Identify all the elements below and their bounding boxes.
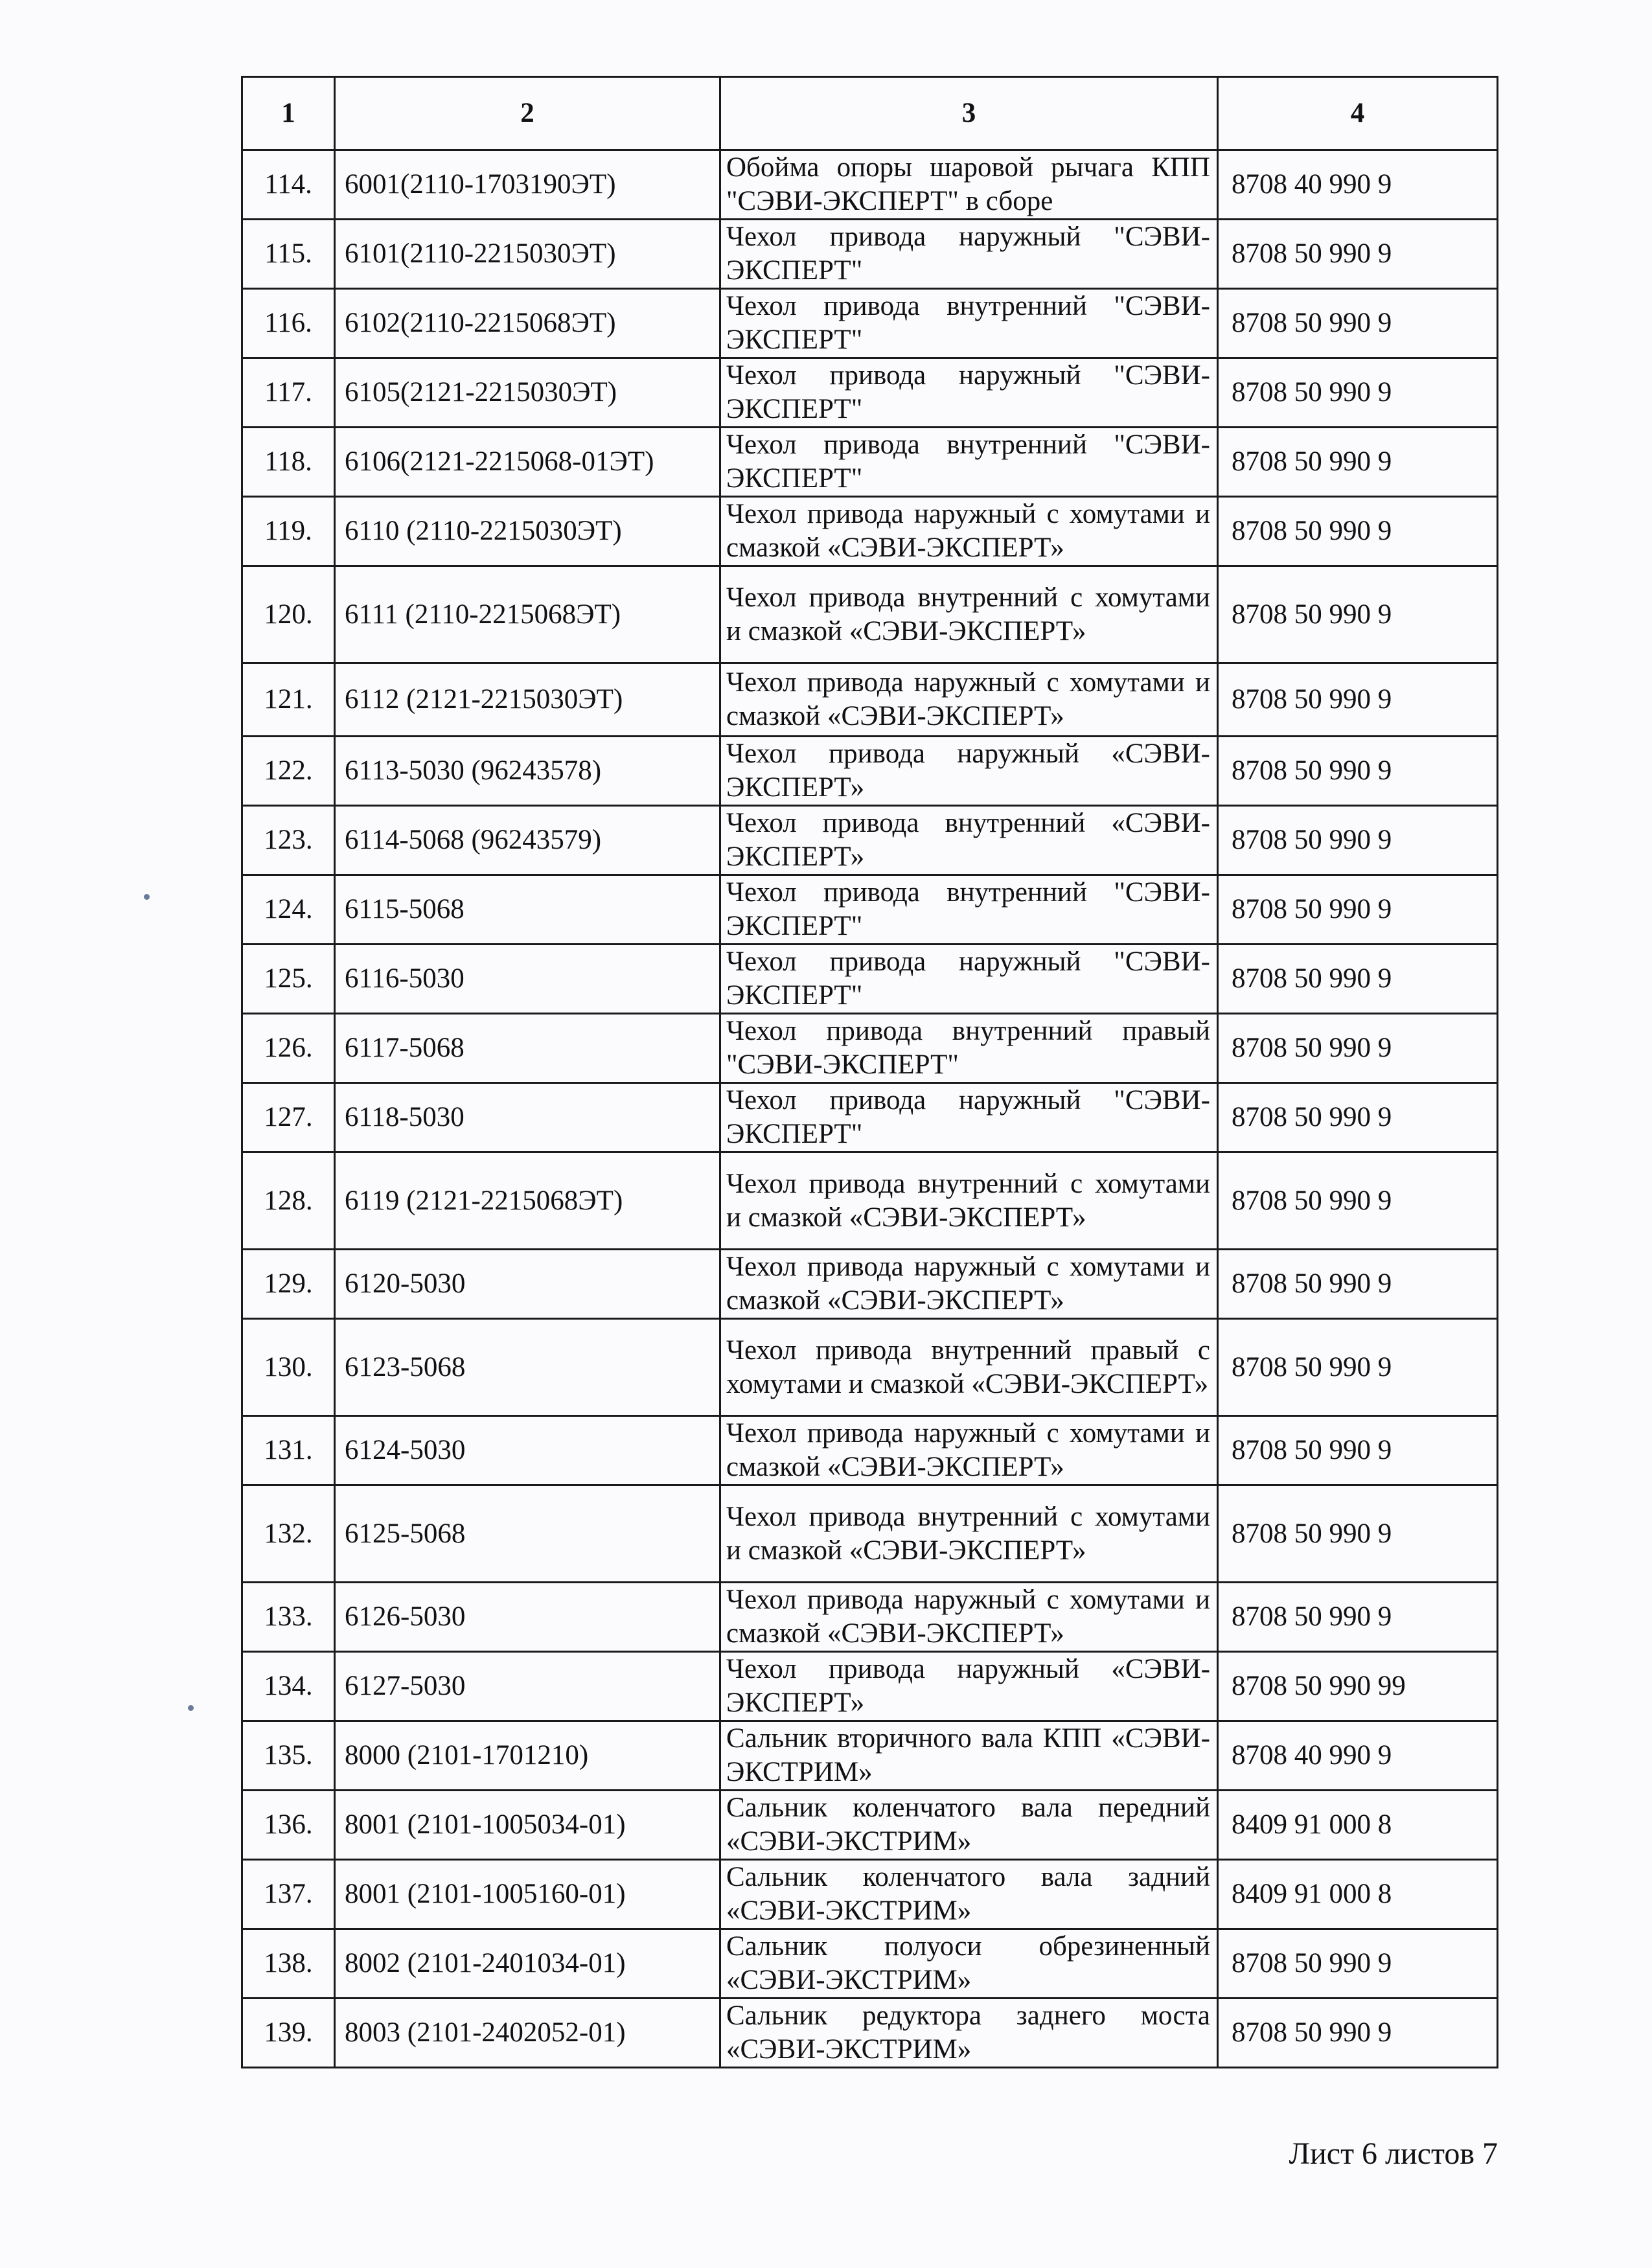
table-row <box>242 358 1498 428</box>
row-description: Чехол привода внутренний с хомутами и смазкой «СЭВИ-ЭКСПЕРТ» <box>720 1152 1218 1250</box>
row-code: 6127-5030 <box>335 1652 720 1721</box>
row-code: 6117-5068 <box>335 1014 720 1083</box>
row-number: 139. <box>242 1999 335 2068</box>
row-description: Чехол привода внутренний с хомутами и смазкой «СЭВИ-ЭКСПЕРТ» <box>720 1485 1218 1583</box>
row-description: Сальник полуоси обрезиненный «СЭВИ-ЭКСТРИМ» <box>720 1929 1218 1999</box>
row-code: 6120-5030 <box>335 1250 720 1319</box>
scan-speck <box>188 1705 194 1711</box>
table-row <box>242 1152 1498 1250</box>
row-hs-code: 8708 50 990 9 <box>1218 875 1498 945</box>
row-hs-code: 8708 40 990 9 <box>1218 1721 1498 1791</box>
row-description: Обойма опоры шаровой рычага КПП "СЭВИ-ЭКСПЕРТ" в сборе <box>720 150 1218 220</box>
row-hs-code: 8708 50 990 9 <box>1218 1583 1498 1652</box>
row-hs-code: 8708 40 990 9 <box>1218 150 1498 220</box>
row-hs-code: 8708 50 990 9 <box>1218 358 1498 428</box>
row-hs-code: 8708 50 990 9 <box>1218 497 1498 566</box>
table-row <box>242 1485 1498 1583</box>
row-hs-code: 8708 50 990 9 <box>1218 737 1498 806</box>
table-row <box>242 663 1498 737</box>
row-code: 6111 (2110-2215068ЭТ) <box>335 566 720 663</box>
row-description: Сальник коленчатого вала передний «СЭВИ-ЭКСТРИМ» <box>720 1791 1218 1860</box>
row-number: 126. <box>242 1014 335 1083</box>
row-description: Чехол привода наружный с хомутами и смазкой «СЭВИ-ЭКСПЕРТ» <box>720 497 1218 566</box>
page-number: Лист 6 листов 7 <box>1289 2136 1498 2171</box>
row-code: 6106(2121-2215068-01ЭТ) <box>335 428 720 497</box>
row-number: 125. <box>242 945 335 1014</box>
table-row <box>242 220 1498 289</box>
table-row <box>242 1999 1498 2068</box>
row-number: 115. <box>242 220 335 289</box>
row-hs-code: 8708 50 990 9 <box>1218 1152 1498 1250</box>
row-description: Чехол привода наружный "СЭВИ-ЭКСПЕРТ" <box>720 220 1218 289</box>
row-code: 6118-5030 <box>335 1083 720 1152</box>
row-hs-code: 8708 50 990 9 <box>1218 289 1498 358</box>
table-row <box>242 945 1498 1014</box>
row-hs-code: 8708 50 990 9 <box>1218 428 1498 497</box>
row-hs-code: 8708 50 990 9 <box>1218 1319 1498 1416</box>
row-hs-code: 8708 50 990 9 <box>1218 220 1498 289</box>
row-hs-code: 8708 50 990 9 <box>1218 663 1498 737</box>
product-table <box>241 76 1498 2068</box>
table-row <box>242 497 1498 566</box>
row-number: 133. <box>242 1583 335 1652</box>
row-code: 8002 (2101-2401034-01) <box>335 1929 720 1999</box>
table-row <box>242 1652 1498 1721</box>
row-code: 6112 (2121-2215030ЭТ) <box>335 663 720 737</box>
row-code: 6101(2110-2215030ЭТ) <box>335 220 720 289</box>
row-description: Чехол привода внутренний "СЭВИ-ЭКСПЕРТ" <box>720 289 1218 358</box>
row-description: Чехол привода наружный "СЭВИ-ЭКСПЕРТ" <box>720 358 1218 428</box>
table-row <box>242 737 1498 806</box>
table-row <box>242 1416 1498 1485</box>
row-code: 6115-5068 <box>335 875 720 945</box>
row-description: Сальник вторичного вала КПП «СЭВИ-ЭКСТРИМ» <box>720 1721 1218 1791</box>
header-col-4: 4 <box>1218 77 1498 150</box>
row-code: 6116-5030 <box>335 945 720 1014</box>
row-code: 8001 (2101-1005160-01) <box>335 1860 720 1929</box>
row-number: 130. <box>242 1319 335 1416</box>
row-hs-code: 8708 50 990 9 <box>1218 566 1498 663</box>
row-description: Чехол привода наружный с хомутами и смазкой «СЭВИ-ЭКСПЕРТ» <box>720 1250 1218 1319</box>
row-number: 131. <box>242 1416 335 1485</box>
row-number: 121. <box>242 663 335 737</box>
row-hs-code: 8708 50 990 9 <box>1218 1416 1498 1485</box>
row-description: Чехол привода внутренний «СЭВИ-ЭКСПЕРТ» <box>720 806 1218 875</box>
row-number: 129. <box>242 1250 335 1319</box>
header-col-1: 1 <box>242 77 335 150</box>
row-description: Чехол привода наружный «СЭВИ-ЭКСПЕРТ» <box>720 1652 1218 1721</box>
table-row <box>242 875 1498 945</box>
row-description: Чехол привода наружный с хомутами и смазкой «СЭВИ-ЭКСПЕРТ» <box>720 663 1218 737</box>
row-hs-code: 8708 50 990 9 <box>1218 806 1498 875</box>
row-hs-code: 8409 91 000 8 <box>1218 1791 1498 1860</box>
row-code: 6001(2110-1703190ЭТ) <box>335 150 720 220</box>
row-description: Чехол привода наружный "СЭВИ-ЭКСПЕРТ" <box>720 945 1218 1014</box>
row-number: 137. <box>242 1860 335 1929</box>
row-number: 134. <box>242 1652 335 1721</box>
row-description: Чехол привода наружный с хомутами и смазкой «СЭВИ-ЭКСПЕРТ» <box>720 1416 1218 1485</box>
row-description: Чехол привода внутренний с хомутами и смазкой «СЭВИ-ЭКСПЕРТ» <box>720 566 1218 663</box>
table-header-row <box>242 77 1498 150</box>
row-hs-code: 8409 91 000 8 <box>1218 1860 1498 1929</box>
row-description: Чехол привода внутренний правый с хомутами и смазкой «СЭВИ-ЭКСПЕРТ» <box>720 1319 1218 1416</box>
row-number: 117. <box>242 358 335 428</box>
table-row <box>242 1791 1498 1860</box>
row-description: Чехол привода внутренний "СЭВИ-ЭКСПЕРТ" <box>720 875 1218 945</box>
row-description: Чехол привода внутренний правый "СЭВИ-ЭКСПЕРТ" <box>720 1014 1218 1083</box>
table-row <box>242 1583 1498 1652</box>
row-hs-code: 8708 50 990 99 <box>1218 1652 1498 1721</box>
header-col-2: 2 <box>335 77 720 150</box>
row-code: 6105(2121-2215030ЭТ) <box>335 358 720 428</box>
row-number: 123. <box>242 806 335 875</box>
row-number: 122. <box>242 737 335 806</box>
row-code: 8000 (2101-1701210) <box>335 1721 720 1791</box>
row-number: 135. <box>242 1721 335 1791</box>
row-number: 128. <box>242 1152 335 1250</box>
row-number: 138. <box>242 1929 335 1999</box>
row-hs-code: 8708 50 990 9 <box>1218 1083 1498 1152</box>
row-hs-code: 8708 50 990 9 <box>1218 1929 1498 1999</box>
scan-speck <box>144 894 150 900</box>
table-row <box>242 1250 1498 1319</box>
row-number: 118. <box>242 428 335 497</box>
table-row <box>242 289 1498 358</box>
table-row <box>242 1319 1498 1416</box>
row-number: 114. <box>242 150 335 220</box>
table-row <box>242 1929 1498 1999</box>
row-description: Чехол привода наружный с хомутами и смазкой «СЭВИ-ЭКСПЕРТ» <box>720 1583 1218 1652</box>
row-number: 120. <box>242 566 335 663</box>
row-description: Чехол привода наружный «СЭВИ-ЭКСПЕРТ» <box>720 737 1218 806</box>
row-number: 132. <box>242 1485 335 1583</box>
header-col-3: 3 <box>720 77 1218 150</box>
row-code: 6114-5068 (96243579) <box>335 806 720 875</box>
row-code: 6102(2110-2215068ЭТ) <box>335 289 720 358</box>
row-hs-code: 8708 50 990 9 <box>1218 1250 1498 1319</box>
row-number: 136. <box>242 1791 335 1860</box>
row-code: 6126-5030 <box>335 1583 720 1652</box>
row-code: 6123-5068 <box>335 1319 720 1416</box>
row-description: Сальник коленчатого вала задний «СЭВИ-ЭКСТРИМ» <box>720 1860 1218 1929</box>
row-hs-code: 8708 50 990 9 <box>1218 1485 1498 1583</box>
row-code: 6110 (2110-2215030ЭТ) <box>335 497 720 566</box>
row-code: 8003 (2101-2402052-01) <box>335 1999 720 2068</box>
row-code: 6119 (2121-2215068ЭТ) <box>335 1152 720 1250</box>
table-row <box>242 428 1498 497</box>
table-body <box>242 150 1498 2068</box>
table-row <box>242 566 1498 663</box>
table-row <box>242 1014 1498 1083</box>
row-number: 127. <box>242 1083 335 1152</box>
table-row <box>242 150 1498 220</box>
table-row <box>242 1721 1498 1791</box>
row-number: 116. <box>242 289 335 358</box>
row-code: 6113-5030 (96243578) <box>335 737 720 806</box>
row-code: 6125-5068 <box>335 1485 720 1583</box>
table-row <box>242 1860 1498 1929</box>
row-description: Чехол привода внутренний "СЭВИ-ЭКСПЕРТ" <box>720 428 1218 497</box>
row-hs-code: 8708 50 990 9 <box>1218 945 1498 1014</box>
row-hs-code: 8708 50 990 9 <box>1218 1014 1498 1083</box>
table-row <box>242 1083 1498 1152</box>
row-description: Сальник редуктора заднего моста «СЭВИ-ЭКСТРИМ» <box>720 1999 1218 2068</box>
row-code: 8001 (2101-1005034-01) <box>335 1791 720 1860</box>
row-description: Чехол привода наружный "СЭВИ-ЭКСПЕРТ" <box>720 1083 1218 1152</box>
row-hs-code: 8708 50 990 9 <box>1218 1999 1498 2068</box>
row-number: 124. <box>242 875 335 945</box>
table-row <box>242 806 1498 875</box>
row-number: 119. <box>242 497 335 566</box>
row-code: 6124-5030 <box>335 1416 720 1485</box>
